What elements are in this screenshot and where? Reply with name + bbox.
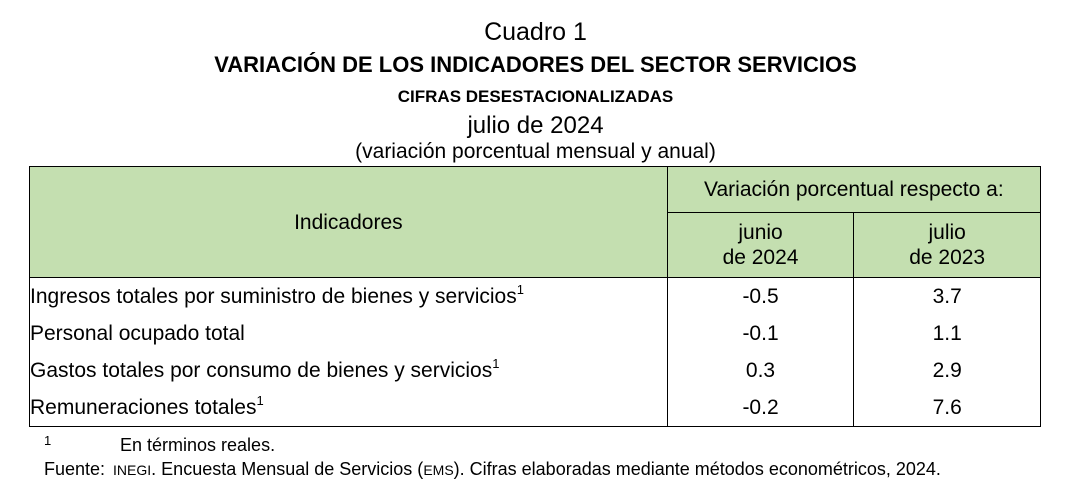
row-label-text: Remuneraciones totales: [30, 396, 257, 419]
monthly-value: -0.5: [667, 278, 854, 316]
annual-value: 3.7: [854, 278, 1041, 316]
column-header-monthly: [667, 213, 854, 278]
row-label: [30, 389, 668, 427]
annual-value: 2.9: [854, 352, 1041, 389]
annual-value: 7.6: [854, 389, 1041, 427]
column-header-monthly-line2: de 2024: [722, 246, 799, 270]
column-header-annual-line1: julio: [928, 221, 966, 245]
monthly-value: -0.2: [667, 389, 854, 427]
row-label-text: Personal ocupado total: [30, 322, 245, 345]
indicators-table: [29, 166, 1041, 427]
table-period: julio de 2024: [467, 112, 604, 139]
row-label-text: Ingresos totales por suministro de bienes y servicios: [30, 285, 517, 308]
column-header-annual-line2: de 2023: [909, 246, 986, 270]
table-title: VARIACIÓN DE LOS INDICADORES DEL SECTOR SERVICIOS: [214, 52, 857, 77]
source-org: INEGI: [113, 462, 152, 478]
group-column-header: Variación porcentual respecto a:: [667, 167, 1040, 213]
row-label: [30, 352, 668, 389]
row-label: [30, 315, 668, 352]
column-header-annual: [854, 213, 1041, 278]
column-header-monthly-line1: junio: [738, 221, 783, 245]
table-number: Cuadro 1: [484, 18, 587, 46]
source-label: Fuente:: [44, 459, 106, 479]
row-label-text: Gastos totales por consumo de bienes y servicios: [30, 359, 493, 382]
indicator-column-header: Indicadores: [30, 167, 668, 278]
footnote: [44, 430, 275, 456]
table-row: [30, 352, 1041, 389]
footnote-mark: 1: [492, 356, 500, 371]
monthly-value: -0.1: [667, 315, 854, 352]
footnote-text: En términos reales.: [120, 435, 276, 455]
annual-value: 1.1: [854, 315, 1041, 352]
table-row: [30, 389, 1041, 427]
source-text-a: . Encuesta Mensual de Servicios (: [151, 459, 424, 479]
monthly-value: 0.3: [667, 352, 854, 389]
row-label: [30, 278, 668, 316]
table-unit: (variación porcentual mensual y anual): [355, 140, 716, 163]
footnote-number: 1: [44, 433, 52, 448]
table-subtitle: CIFRAS DESESTACIONALIZADAS: [397, 87, 674, 106]
table-row: [30, 315, 1041, 352]
source-text-b: ). Cifras elaboradas mediante métodos econométricos, 2024.: [453, 459, 941, 479]
source-abbr: EMS: [423, 462, 454, 478]
footnote-mark: 1: [256, 393, 264, 408]
table-row: [30, 278, 1041, 316]
footnote-mark: 1: [516, 282, 524, 297]
source-note: [44, 458, 941, 481]
